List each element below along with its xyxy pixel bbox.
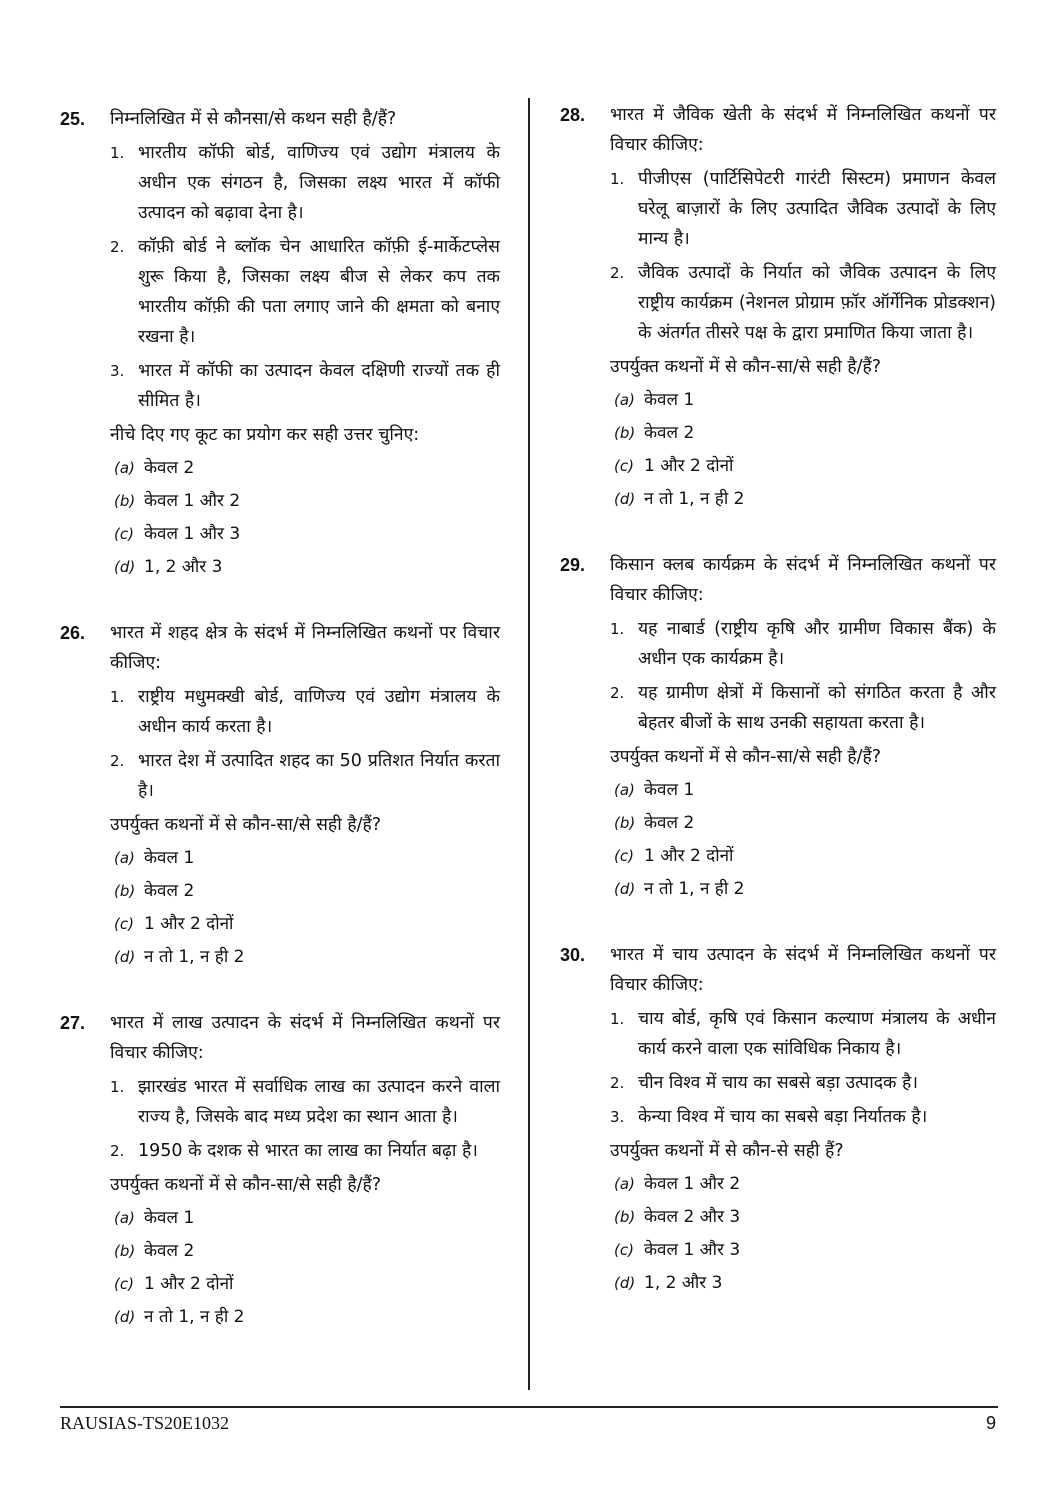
statement-number: 2. bbox=[610, 264, 625, 282]
statement-2 bbox=[610, 258, 996, 348]
option-text: न तो 1, न ही 2 bbox=[644, 489, 745, 509]
statement-text: राष्ट्रीय मधुमक्खी बोर्ड, वाणिज्य एवं उद्योग मंत्रालय के अधीन कार्य करता है। bbox=[138, 687, 500, 737]
option-a[interactable] bbox=[114, 843, 500, 873]
option-text: केवल 1 bbox=[644, 390, 695, 410]
option-a[interactable] bbox=[114, 1203, 500, 1233]
statement-number: 1. bbox=[610, 170, 625, 188]
option-c[interactable] bbox=[114, 519, 500, 549]
page-number: 9 bbox=[985, 1413, 996, 1433]
option-letter: (d) bbox=[114, 558, 136, 576]
option-letter: (a) bbox=[114, 849, 135, 867]
question-text: भारत में चाय उत्पादन के संदर्भ में निम्नलिखित कथनों पर विचार कीजिए: bbox=[610, 945, 996, 995]
option-text: केवल 2 bbox=[144, 458, 195, 478]
statement-text: भारतीय कॉफी बोर्ड, वाणिज्य एवं उद्योग मंत्रालय के अधीन एक संगठन है, जिसका लक्ष्य भारत में कॉफी उत्पादन को बढ़ावा देना है। bbox=[138, 143, 500, 223]
question-text: भारत में जैविक खेती के संदर्भ में निम्नलिखित कथनों पर विचार कीजिए: bbox=[610, 105, 996, 155]
statement-text: 1950 के दशक से भारत का लाख का निर्यात बढ़ा है। bbox=[138, 1141, 478, 1161]
question-prompt: उपर्युक्त कथनों में से कौन-सा/से सही है/हैं? bbox=[610, 747, 882, 767]
statement-1 bbox=[110, 682, 500, 742]
question-25 bbox=[60, 104, 500, 582]
question-number: 26. bbox=[60, 623, 86, 643]
option-text: केवल 1 और 2 bbox=[144, 491, 241, 511]
option-text: 1, 2 और 3 bbox=[644, 1273, 723, 1293]
statement-1 bbox=[610, 1004, 996, 1064]
option-text: केवल 1 और 3 bbox=[144, 524, 241, 544]
statement-number: 3. bbox=[110, 362, 125, 380]
question-prompt: उपर्युक्त कथनों में से कौन-सा/से सही है/हैं? bbox=[610, 357, 882, 377]
option-text: केवल 2 bbox=[644, 423, 695, 443]
statement-number: 2. bbox=[110, 752, 125, 770]
option-c[interactable] bbox=[614, 841, 996, 871]
option-letter: (b) bbox=[114, 1242, 136, 1260]
option-text: केवल 1 bbox=[144, 1208, 195, 1228]
option-b[interactable] bbox=[614, 418, 996, 448]
option-b[interactable] bbox=[114, 1236, 500, 1266]
option-a[interactable] bbox=[114, 453, 500, 483]
left-column bbox=[60, 96, 500, 1332]
option-d[interactable] bbox=[114, 552, 500, 582]
statement-number: 1. bbox=[110, 144, 125, 162]
question-prompt: उपर्युक्त कथनों में से कौन-सा/से सही है/हैं? bbox=[110, 815, 382, 835]
question-number: 29. bbox=[560, 555, 586, 575]
option-text: न तो 1, न ही 2 bbox=[644, 879, 745, 899]
option-text: 1, 2 और 3 bbox=[144, 557, 223, 577]
statement-3 bbox=[110, 356, 500, 416]
option-letter: (a) bbox=[114, 459, 135, 477]
option-text: केवल 1 bbox=[644, 780, 695, 800]
statement-number: 1. bbox=[110, 1078, 125, 1096]
option-c[interactable] bbox=[114, 909, 500, 939]
statement-2 bbox=[110, 232, 500, 352]
statement-1 bbox=[110, 138, 500, 228]
option-text: न तो 1, न ही 2 bbox=[144, 947, 245, 967]
statement-text: झारखंड भारत में सर्वाधिक लाख का उत्पादन करने वाला राज्य है, जिसके बाद मध्य प्रदेश का स्थान आता है। bbox=[138, 1077, 500, 1127]
question-number: 27. bbox=[60, 1013, 86, 1033]
statement-text: केन्या विश्व में चाय का सबसे बड़ा निर्यातक है। bbox=[638, 1107, 928, 1127]
option-letter: (c) bbox=[114, 1275, 134, 1293]
statement-text: कॉफ़ी बोर्ड ने ब्लॉक चेन आधारित कॉफ़ी ई-मार्केटप्लेस शुरू किया है, जिसका लक्ष्य बीज से लेकर कप तक भारतीय कॉफ़ी की पता लगाए जाने की क्षमता को बनाए रखना है। bbox=[138, 237, 500, 347]
statement-3 bbox=[610, 1102, 996, 1132]
option-text: केवल 1 और 2 bbox=[644, 1174, 741, 1194]
option-a[interactable] bbox=[614, 385, 996, 415]
statement-text: चीन विश्व में चाय का सबसे बड़ा उत्पादक है। bbox=[638, 1073, 918, 1093]
option-d[interactable] bbox=[114, 1302, 500, 1332]
option-b[interactable] bbox=[114, 876, 500, 906]
option-letter: (b) bbox=[114, 492, 136, 510]
statement-text: यह ग्रामीण क्षेत्रों में किसानों को संगठित करता है और बेहतर बीजों के साथ उनकी सहायता करता है। bbox=[638, 683, 996, 733]
option-letter: (a) bbox=[614, 1175, 635, 1193]
option-b[interactable] bbox=[114, 486, 500, 516]
option-letter: (c) bbox=[114, 525, 134, 543]
statement-number: 2. bbox=[610, 1074, 625, 1092]
statement-text: भारत देश में उत्पादित शहद का 50 प्रतिशत निर्यात करता है। bbox=[138, 751, 500, 801]
option-letter: (a) bbox=[614, 781, 635, 799]
option-letter: (d) bbox=[114, 1308, 136, 1326]
option-b[interactable] bbox=[614, 1202, 996, 1232]
statement-number: 3. bbox=[610, 1108, 625, 1126]
option-c[interactable] bbox=[114, 1269, 500, 1299]
option-letter: (c) bbox=[614, 457, 634, 475]
question-27 bbox=[60, 1008, 500, 1332]
statement-number: 1. bbox=[110, 688, 125, 706]
statement-2 bbox=[110, 1136, 500, 1166]
statement-number: 1. bbox=[610, 1010, 625, 1028]
option-letter: (b) bbox=[114, 882, 136, 900]
statement-number: 2. bbox=[110, 238, 125, 256]
question-number: 28. bbox=[560, 105, 586, 125]
option-text: 1 और 2 दोनों bbox=[144, 914, 234, 934]
question-number: 30. bbox=[560, 945, 586, 965]
statement-text: यह नाबार्ड (राष्ट्रीय कृषि और ग्रामीण विकास बैंक) के अधीन एक कार्यक्रम है। bbox=[638, 619, 996, 669]
question-30 bbox=[560, 940, 996, 1298]
statement-text: पीजीएस (पार्टिसिपेटरी गारंटी सिस्टम) प्रमाणन केवल घरेलू बाज़ारों के लिए उत्पादित जैविक उत्पादों के लिए मान्य है। bbox=[638, 169, 996, 249]
right-column bbox=[560, 96, 996, 1298]
statement-number: 2. bbox=[610, 684, 625, 702]
option-letter: (d) bbox=[614, 490, 636, 508]
option-d[interactable] bbox=[614, 484, 996, 514]
option-letter: (b) bbox=[614, 1208, 636, 1226]
option-c[interactable] bbox=[614, 1235, 996, 1265]
statement-1 bbox=[610, 614, 996, 674]
question-prompt: नीचे दिए गए कूट का प्रयोग कर सही उत्तर चुनिए: bbox=[110, 425, 420, 445]
option-letter: (c) bbox=[114, 915, 134, 933]
option-d[interactable] bbox=[614, 874, 996, 904]
question-26 bbox=[60, 618, 500, 972]
statement-1 bbox=[610, 164, 996, 254]
option-letter: (d) bbox=[614, 880, 636, 898]
document-code: RAUSIAS-TS20E1032 bbox=[60, 1413, 230, 1433]
question-text: भारत में लाख उत्पादन के संदर्भ में निम्नलिखित कथनों पर विचार कीजिए: bbox=[110, 1013, 500, 1063]
question-29 bbox=[560, 550, 996, 904]
option-text: केवल 1 bbox=[144, 848, 195, 868]
option-text: 1 और 2 दोनों bbox=[644, 456, 734, 476]
option-text: 1 और 2 दोनों bbox=[144, 1274, 234, 1294]
question-28 bbox=[560, 100, 996, 514]
statement-number: 2. bbox=[110, 1142, 125, 1160]
question-text: भारत में शहद क्षेत्र के संदर्भ में निम्नलिखित कथनों पर विचार कीजिए: bbox=[110, 623, 500, 673]
question-prompt: उपर्युक्त कथनों में से कौन-से सही हैं? bbox=[610, 1141, 844, 1161]
option-c[interactable] bbox=[614, 451, 996, 481]
option-text: केवल 2 bbox=[144, 1241, 195, 1261]
option-a[interactable] bbox=[614, 775, 996, 805]
option-text: केवल 2 और 3 bbox=[644, 1207, 741, 1227]
option-d[interactable] bbox=[614, 1268, 996, 1298]
statement-2 bbox=[110, 746, 500, 806]
column-divider bbox=[528, 98, 530, 1390]
option-letter: (d) bbox=[114, 948, 136, 966]
option-text: केवल 1 और 3 bbox=[644, 1240, 741, 1260]
question-number: 25. bbox=[60, 109, 86, 129]
statement-number: 1. bbox=[610, 620, 625, 638]
option-text: केवल 2 bbox=[644, 813, 695, 833]
statement-text: भारत में कॉफी का उत्पादन केवल दक्षिणी राज्यों तक ही सीमित है। bbox=[138, 361, 500, 411]
footer-rule bbox=[60, 1406, 998, 1408]
option-text: न तो 1, न ही 2 bbox=[144, 1307, 245, 1327]
statement-2 bbox=[610, 678, 996, 738]
option-letter: (b) bbox=[614, 814, 636, 832]
statement-1 bbox=[110, 1072, 500, 1132]
question-text: किसान क्लब कार्यक्रम के संदर्भ में निम्नलिखित कथनों पर विचार कीजिए: bbox=[610, 555, 996, 605]
statement-text: चाय बोर्ड, कृषि एवं किसान कल्याण मंत्रालय के अधीन कार्य करने वाला एक सांविधिक निकाय है। bbox=[638, 1009, 996, 1059]
option-text: केवल 2 bbox=[144, 881, 195, 901]
option-text: 1 और 2 दोनों bbox=[644, 846, 734, 866]
option-letter: (d) bbox=[614, 1274, 636, 1292]
statement-text: जैविक उत्पादों के निर्यात को जैविक उत्पादन के लिए राष्ट्रीय कार्यक्रम (नेशनल प्रोग्राम फ़ॉर ऑर्गेनिक प्रोडक्शन) के अंतर्गत तीसरे पक्ष के द्वारा प्रमाणित किया जाता है। bbox=[638, 263, 996, 343]
statement-2 bbox=[610, 1068, 996, 1098]
option-b[interactable] bbox=[614, 808, 996, 838]
option-letter: (a) bbox=[114, 1209, 135, 1227]
option-letter: (c) bbox=[614, 847, 634, 865]
option-letter: (a) bbox=[614, 391, 635, 409]
option-d[interactable] bbox=[114, 942, 500, 972]
option-a[interactable] bbox=[614, 1169, 996, 1199]
option-letter: (b) bbox=[614, 424, 636, 442]
option-letter: (c) bbox=[614, 1241, 634, 1259]
question-prompt: उपर्युक्त कथनों में से कौन-सा/से सही है/हैं? bbox=[110, 1175, 382, 1195]
question-text: निम्नलिखित में से कौनसा/से कथन सही है/हैं? bbox=[110, 109, 397, 129]
